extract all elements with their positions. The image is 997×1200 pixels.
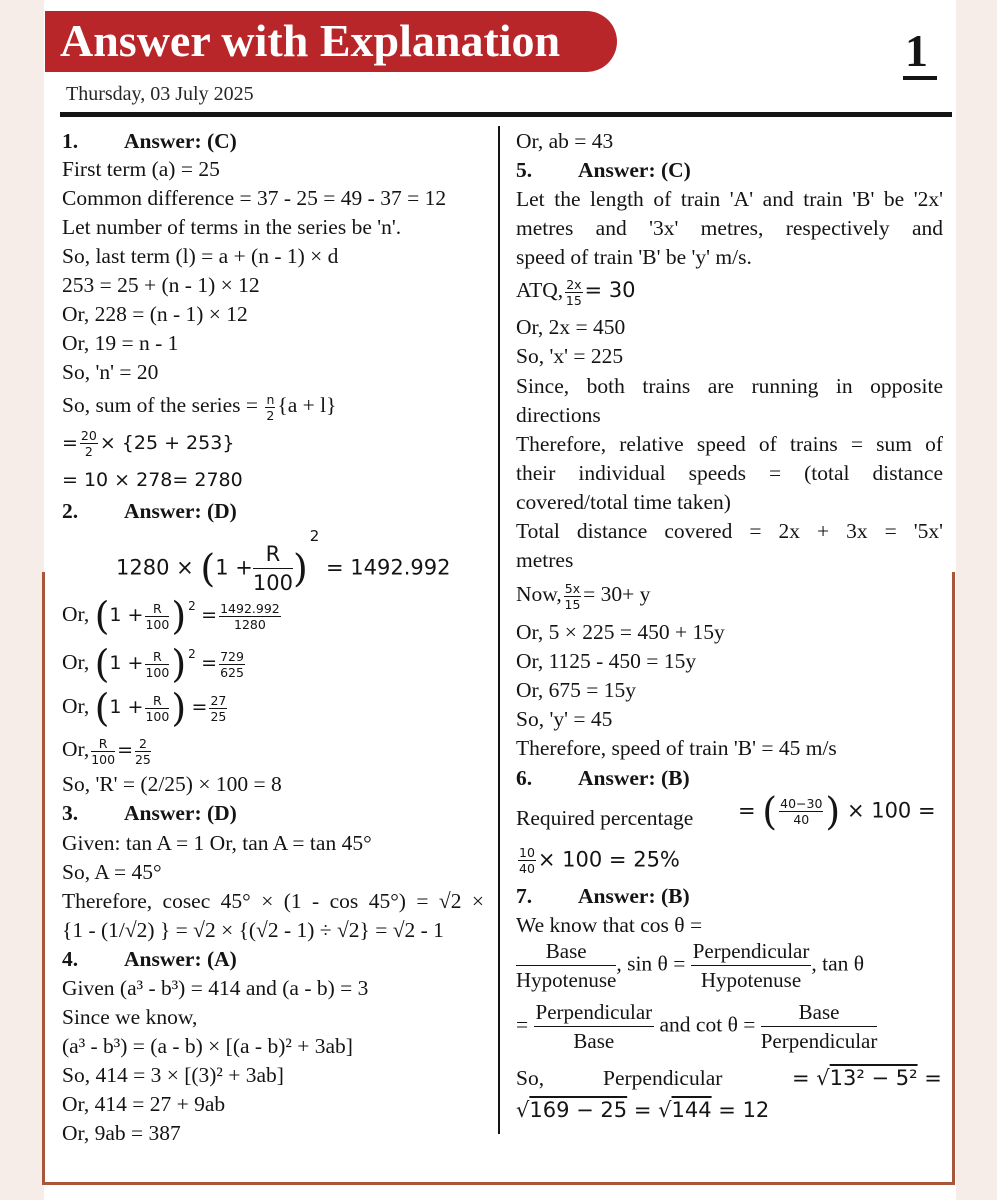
numerator: R (145, 601, 169, 617)
denominator: 100 (145, 664, 170, 680)
fraction (135, 736, 151, 767)
paren: ) (292, 546, 308, 591)
denominator: 25 (134, 751, 151, 767)
denominator: 15 (564, 596, 581, 612)
text: 1 + (109, 604, 144, 626)
q5-line: Or, 2x = 450 (516, 315, 626, 339)
exponent: 2 (309, 527, 320, 545)
column-divider (498, 126, 500, 1134)
text: 1 + (109, 652, 144, 674)
denominator: 100 (91, 751, 116, 767)
exponent: 2 (188, 647, 196, 661)
frame-bottom-line (42, 1182, 955, 1185)
numerator: 10 (519, 845, 535, 860)
radicand: 169 − 25 (529, 1098, 628, 1122)
fraction (691, 937, 812, 994)
q3-answer: Answer: (D) (124, 801, 237, 825)
q5-line: Therefore, relative speed of trains = sum of (516, 432, 943, 456)
text: × 100 = 25% (537, 847, 680, 872)
paren: ) (171, 686, 187, 731)
text: = (117, 739, 133, 761)
fraction (761, 998, 878, 1055)
q4-line: Or, ab = 43 (516, 129, 614, 153)
fraction (564, 581, 581, 612)
q5-line: Or, 675 = 15y (516, 678, 636, 702)
page-title: Answer with Explanation (60, 15, 561, 66)
q4-number: 4. (62, 947, 79, 971)
text: and cot θ = (659, 1012, 756, 1037)
numerator: 2 (135, 736, 151, 752)
denominator: 100 (252, 571, 293, 595)
fraction (779, 796, 823, 827)
numerator: Base (761, 998, 878, 1027)
q5-line: Total distance covered = 2x + 3x = '5x' (516, 519, 943, 543)
denominator: 25 (210, 708, 227, 724)
fraction (145, 649, 169, 680)
paren: ( (94, 686, 110, 731)
text: Now, (516, 582, 562, 606)
fraction (219, 649, 245, 680)
fraction (534, 998, 655, 1055)
q5-line: Since, both trains are running in opposite (516, 374, 943, 398)
q5-line: So, 'x' = 225 (516, 344, 624, 368)
radicand: 144 (671, 1098, 712, 1122)
numerator: Base (516, 937, 616, 966)
q5-answer: Answer: (C) (578, 158, 691, 182)
paren: ( (94, 594, 110, 639)
q3-heading (62, 799, 237, 827)
q3-line: Given: tan A = 1 Or, tan A = tan 45° (62, 831, 372, 855)
q6-answer: Answer: (B) (578, 766, 690, 790)
text: So, sum of the series = (62, 393, 264, 417)
numerator: R (253, 540, 293, 569)
text: × {25 + 253} (99, 432, 235, 454)
text: , tan θ (811, 951, 865, 976)
q7-ratios-1 (516, 937, 864, 994)
text: = (191, 696, 208, 718)
title-banner (45, 11, 617, 72)
frame-left-line (42, 572, 45, 1184)
text: × 100 = (846, 798, 936, 823)
q7-answer: Answer: (B) (578, 884, 690, 908)
q7-so-label: So, (516, 1066, 545, 1090)
fraction (145, 601, 169, 632)
numerator: 2x (566, 276, 582, 292)
q3-line: {1 - (1/√2) } = √2 × {(√2 - 1) ÷ √2} = √2 - 1 (62, 918, 444, 942)
fraction (565, 277, 582, 308)
q6-result (516, 845, 680, 876)
text: 1 + (215, 555, 253, 580)
fraction (80, 428, 98, 459)
q5-line: directions (516, 403, 601, 427)
q5-atq-line (516, 276, 636, 308)
paren: ) (171, 594, 187, 639)
q5-now-line (516, 580, 650, 612)
numerator: 27 (210, 692, 227, 708)
fraction (265, 392, 275, 423)
fraction (91, 736, 115, 767)
q1-line: So, last term (l) = a + (n - 1) × d (62, 244, 339, 268)
denominator: Base (573, 1029, 615, 1053)
denominator: 15 (565, 292, 582, 308)
paren: ( (94, 642, 110, 687)
q6-req-label: Required percentage (516, 806, 694, 830)
text: = 30+ y (583, 582, 651, 606)
denominator: 100 (145, 708, 170, 724)
q2-step (62, 686, 229, 731)
date-label: Thursday, 03 July 2025 (66, 83, 254, 105)
q1-line: Or, 228 = (n - 1) × 12 (62, 302, 248, 326)
q2-answer: Answer: (D) (124, 499, 237, 523)
q4-answer: Answer: (A) (124, 947, 237, 971)
q2-heading (62, 497, 237, 525)
q1-line: First term (a) = 25 (62, 157, 220, 181)
q1-line: Let number of terms in the series be 'n'. (62, 215, 402, 239)
q5-line: Let the length of train 'A' and train 'B' be '2x' (516, 187, 943, 211)
numerator: 729 (220, 648, 244, 664)
q1-line: So, 'n' = 20 (62, 360, 159, 384)
paren: ) (825, 789, 841, 834)
q7-heading (516, 882, 690, 910)
radicand: 13² − 5² (829, 1066, 918, 1090)
q5-line: metres and '3x' metres, respectively and (516, 216, 943, 240)
q2-step (62, 735, 153, 767)
q4-line: So, 414 = 3 × [(3)² + 3ab] (62, 1063, 284, 1087)
q5-line: Therefore, speed of train 'B' = 45 m/s (516, 736, 837, 760)
q2-result: So, 'R' = (2/25) × 100 = 8 (62, 772, 282, 796)
q7-line: We know that cos θ = (516, 913, 703, 937)
text: Or, (62, 694, 90, 718)
paren: ) (171, 642, 187, 687)
q6-number: 6. (516, 766, 533, 790)
exponent: 2 (188, 599, 196, 613)
text: Or, (62, 602, 90, 626)
q3-number: 3. (62, 801, 79, 825)
denominator: 1280 (234, 616, 266, 632)
q1-heading (62, 127, 237, 155)
text: = (62, 432, 78, 454)
numerator: R (91, 736, 115, 752)
text: , sin θ = (616, 951, 686, 976)
numerator: R (145, 649, 169, 665)
text: = (924, 1066, 942, 1090)
fraction (219, 601, 281, 632)
denominator: Perpendicular (760, 1029, 878, 1053)
fraction (209, 693, 227, 724)
q7-root-eq: = √13² − 5² = (792, 1066, 942, 1090)
text: = 30 (584, 278, 636, 302)
numerator: R (145, 693, 169, 709)
q5-heading (516, 156, 691, 184)
q6-heading (516, 764, 690, 792)
q5-line: their individual speeds = (total distance (516, 461, 943, 485)
q1-sum-line (62, 391, 336, 423)
numerator: 20 (80, 428, 97, 443)
text: 1280 × (116, 555, 194, 580)
q2-step (62, 642, 247, 687)
text: = 1492.992 (326, 555, 451, 580)
text: = (201, 604, 218, 626)
q1-line: Or, 19 = n - 1 (62, 331, 179, 355)
text: {a + l} (277, 393, 337, 417)
paren: ( (200, 546, 216, 591)
text: = (633, 1098, 652, 1122)
q2-step (62, 594, 283, 639)
q7-number: 7. (516, 884, 533, 908)
q1-answer: Answer: (C) (124, 129, 237, 153)
text: = (738, 798, 756, 823)
denominator: 2 (84, 444, 93, 459)
numerator: n (266, 391, 275, 407)
q1-line: 253 = 25 + (n - 1) × 12 (62, 273, 260, 297)
text: = 12 (718, 1098, 770, 1122)
denominator: 100 (145, 616, 170, 632)
denominator: Hypotenuse (700, 968, 802, 992)
q5-line: Or, 1125 - 450 = 15y (516, 649, 697, 673)
q4-line: Or, 9ab = 387 (62, 1121, 181, 1145)
q1-line: Common difference = 37 - 25 = 49 - 37 = 12 (62, 186, 447, 210)
q5-line: metres (516, 548, 574, 572)
q4-line: Given (a³ - b³) = 414 and (a - b) = 3 (62, 976, 369, 1000)
q4-line: (a³ - b³) = (a - b) × [(a - b)² + 3ab] (62, 1034, 353, 1058)
q7-result: √169 − 25 = √144 = 12 (516, 1098, 770, 1122)
q5-line: speed of train 'B' be 'y' m/s. (516, 245, 752, 269)
numerator: 1492.992 (220, 600, 280, 616)
denominator: 40 (793, 812, 810, 827)
q1-sum-calc (62, 428, 234, 459)
page-number: 1 (905, 25, 928, 76)
denominator: 40 (519, 861, 535, 876)
q5-line: covered/total time taken) (516, 490, 731, 514)
q4-line: Or, 414 = 27 + 9ab (62, 1092, 226, 1116)
header-rule (60, 112, 952, 117)
frame-right-line (952, 572, 955, 1184)
q4-heading (62, 945, 237, 973)
text: 1 + (109, 696, 144, 718)
fraction (145, 693, 169, 724)
q6-equation (738, 789, 936, 834)
numerator: 40−30 (780, 796, 823, 811)
text: = (516, 1012, 529, 1037)
denominator: Hypotenuse (516, 968, 617, 992)
text: Or, (62, 737, 90, 761)
text: ATQ, (516, 278, 564, 302)
q5-line: Or, 5 × 225 = 450 + 15y (516, 620, 725, 644)
numerator: 5x (564, 580, 581, 596)
paren: ( (762, 789, 778, 834)
denominator: 2 (266, 407, 275, 423)
q1-result: = 10 × 278= 2780 (62, 469, 243, 491)
q2-number: 2. (62, 499, 79, 523)
text: = (792, 1066, 810, 1090)
q2-main-equation (116, 527, 451, 597)
q1-number: 1. (62, 129, 79, 153)
q5-line: So, 'y' = 45 (516, 707, 613, 731)
q3-line: Therefore, cosec 45° × (1 - cos 45°) = √2 × (62, 889, 484, 913)
q4-line: Since we know, (62, 1005, 198, 1029)
fraction (518, 845, 536, 876)
numerator: Perpendicular (534, 998, 655, 1027)
fraction (253, 540, 293, 597)
text: Or, (62, 650, 90, 674)
denominator: 625 (220, 664, 244, 680)
q3-line: So, A = 45° (62, 860, 162, 884)
q5-number: 5. (516, 158, 533, 182)
q7-perp-label: Perpendicular (603, 1066, 723, 1090)
fraction (516, 937, 616, 994)
numerator: Perpendicular (691, 937, 812, 966)
text: = (201, 652, 218, 674)
page-number-underline (903, 76, 937, 80)
q7-ratios-2 (516, 998, 877, 1055)
